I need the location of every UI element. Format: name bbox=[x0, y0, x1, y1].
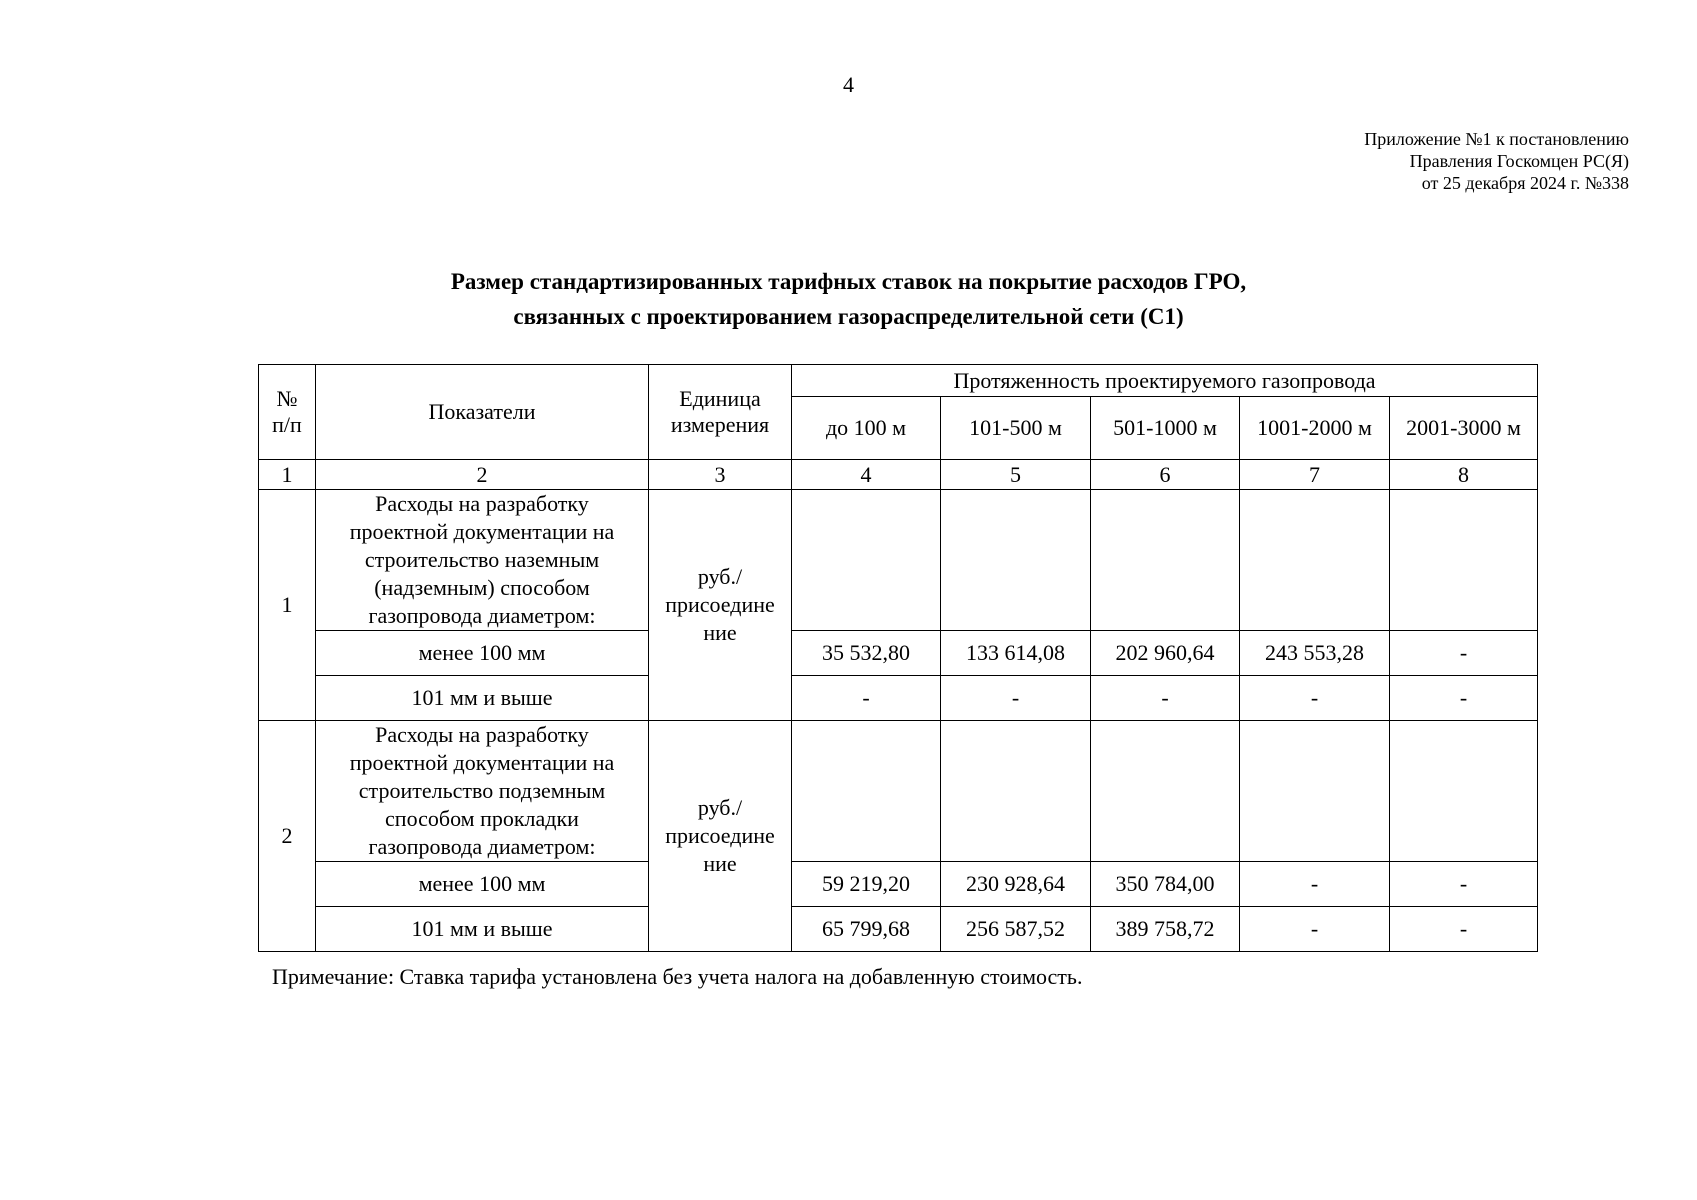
row-label: 101 мм и выше bbox=[316, 676, 649, 721]
unit-cell bbox=[649, 721, 792, 952]
empty-cell bbox=[1390, 490, 1538, 631]
row-label: менее 100 мм bbox=[316, 631, 649, 676]
unit-line: руб./ bbox=[697, 795, 743, 820]
header-indicator: Показатели bbox=[316, 365, 649, 460]
table-row bbox=[259, 676, 1538, 721]
footnote: Примечание: Ставка тарифа установлена без учета налога на добавленную стоимость. bbox=[272, 964, 1083, 989]
header-unit-line: измерения bbox=[670, 412, 770, 437]
header-range: 501-1000 м bbox=[1091, 397, 1240, 460]
empty-cell bbox=[1240, 490, 1390, 631]
empty-cell bbox=[1240, 721, 1390, 862]
unit-line: присоедине bbox=[665, 592, 775, 617]
header-length-group: Протяженность проектируемого газопровода bbox=[792, 365, 1538, 397]
row-label: 101 мм и выше bbox=[316, 907, 649, 952]
description-line: газопровода диаметром: bbox=[368, 834, 596, 859]
empty-cell bbox=[941, 721, 1091, 862]
unit-line: ние bbox=[703, 851, 737, 876]
tariff-table bbox=[258, 364, 1538, 952]
empty-cell bbox=[941, 490, 1091, 631]
header-range: 2001-3000 м bbox=[1390, 397, 1538, 460]
row-number: 1 bbox=[259, 490, 316, 721]
unit-line: присоедине bbox=[665, 823, 775, 848]
section-description-row bbox=[259, 721, 1538, 862]
empty-cell bbox=[1091, 721, 1240, 862]
title-line: Размер стандартизированных тарифных ставок на покрытие расходов ГРО, bbox=[450, 269, 1247, 294]
column-number-row bbox=[259, 460, 1538, 490]
description-line: способом прокладки bbox=[385, 806, 579, 831]
empty-cell bbox=[792, 490, 941, 631]
value-cell: 256 587,52 bbox=[941, 907, 1091, 952]
description-line: Расходы на разработку bbox=[375, 722, 589, 747]
description-line: (надземным) способом bbox=[374, 575, 590, 600]
empty-cell bbox=[1390, 721, 1538, 862]
header-range: 1001-2000 м bbox=[1240, 397, 1390, 460]
value-cell: 389 758,72 bbox=[1091, 907, 1240, 952]
column-number: 8 bbox=[1390, 460, 1538, 490]
value-cell: 230 928,64 bbox=[941, 862, 1091, 907]
value-cell: - bbox=[1240, 862, 1390, 907]
table-row bbox=[259, 631, 1538, 676]
section-description bbox=[316, 721, 649, 862]
value-cell: 133 614,08 bbox=[941, 631, 1091, 676]
value-cell: 65 799,68 bbox=[792, 907, 941, 952]
section-description bbox=[316, 490, 649, 631]
header-unit-cell bbox=[649, 365, 792, 460]
description-line: Расходы на разработку bbox=[375, 491, 589, 516]
value-cell: - bbox=[1390, 862, 1538, 907]
header-num-cell bbox=[259, 365, 316, 460]
page-number: 4 bbox=[843, 72, 854, 97]
document-title bbox=[0, 264, 1697, 334]
column-number: 2 bbox=[316, 460, 649, 490]
value-cell: - bbox=[1390, 631, 1538, 676]
empty-cell bbox=[792, 721, 941, 862]
value-cell: 350 784,00 bbox=[1091, 862, 1240, 907]
header-unit-line: Единица bbox=[679, 386, 761, 411]
column-number: 5 bbox=[941, 460, 1091, 490]
description-line: строительство наземным bbox=[364, 547, 600, 572]
value-cell: 243 553,28 bbox=[1240, 631, 1390, 676]
description-line: проектной документации на bbox=[349, 519, 615, 544]
value-cell: - bbox=[1390, 907, 1538, 952]
unit-cell bbox=[649, 490, 792, 721]
value-cell: - bbox=[792, 676, 941, 721]
header-num-line: № bbox=[276, 386, 298, 411]
header-row bbox=[259, 365, 1538, 397]
header-num-line: п/п bbox=[272, 412, 302, 437]
header-range: 101-500 м bbox=[941, 397, 1091, 460]
column-number: 4 bbox=[792, 460, 941, 490]
appendix-line: Правления Госкомцен РС(Я) bbox=[1409, 151, 1629, 171]
value-cell: - bbox=[1091, 676, 1240, 721]
row-label: менее 100 мм bbox=[316, 862, 649, 907]
value-cell: - bbox=[1390, 676, 1538, 721]
description-line: газопровода диаметром: bbox=[368, 603, 596, 628]
unit-line: ние bbox=[703, 620, 737, 645]
description-line: проектной документации на bbox=[349, 750, 615, 775]
value-cell: - bbox=[941, 676, 1091, 721]
column-number: 3 bbox=[649, 460, 792, 490]
unit-line: руб./ bbox=[697, 564, 743, 589]
appendix-line: от 25 декабря 2024 г. №338 bbox=[1421, 173, 1629, 193]
appendix-line: Приложение №1 к постановлению bbox=[1364, 129, 1629, 149]
value-cell: - bbox=[1240, 676, 1390, 721]
description-line: строительство подземным bbox=[358, 778, 606, 803]
appendix-reference bbox=[1364, 128, 1629, 194]
value-cell: 202 960,64 bbox=[1091, 631, 1240, 676]
header-range: до 100 м bbox=[792, 397, 941, 460]
value-cell: 59 219,20 bbox=[792, 862, 941, 907]
value-cell: 35 532,80 bbox=[792, 631, 941, 676]
column-number: 7 bbox=[1240, 460, 1390, 490]
value-cell: - bbox=[1240, 907, 1390, 952]
title-line: связанных с проектированием газораспределительной сети (С1) bbox=[513, 304, 1184, 329]
table-row bbox=[259, 907, 1538, 952]
column-number: 1 bbox=[259, 460, 316, 490]
table-row bbox=[259, 862, 1538, 907]
row-number: 2 bbox=[259, 721, 316, 952]
column-number: 6 bbox=[1091, 460, 1240, 490]
empty-cell bbox=[1091, 490, 1240, 631]
section-description-row bbox=[259, 490, 1538, 631]
